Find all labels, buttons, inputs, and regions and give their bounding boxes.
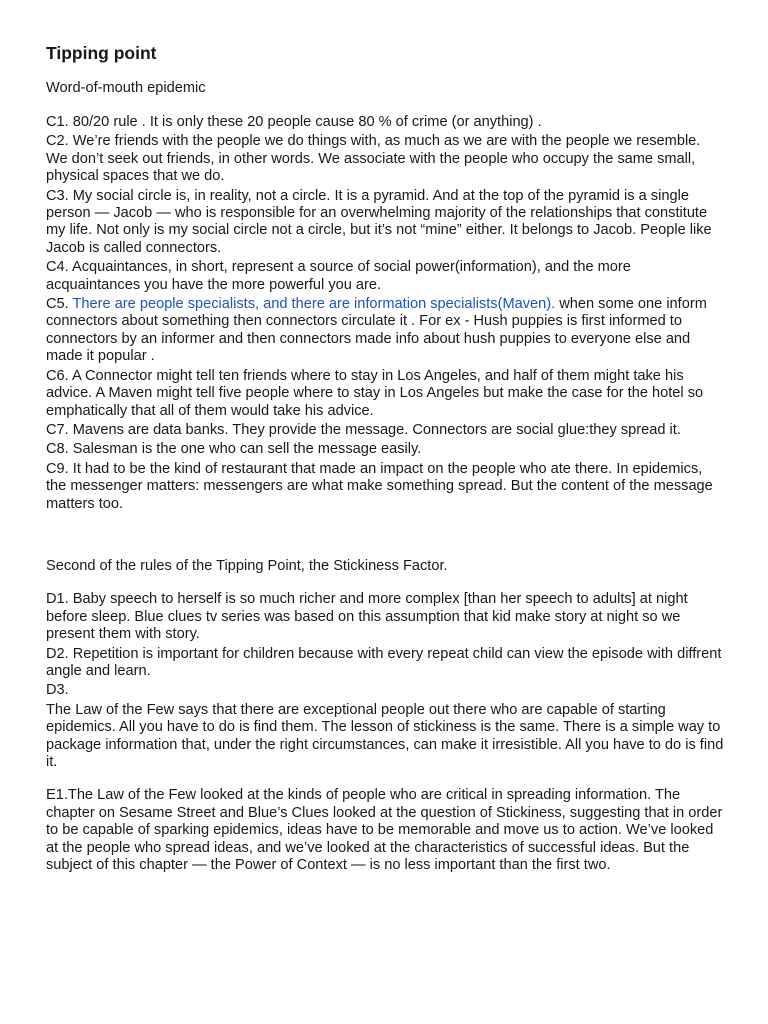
paragraph-c7: C7. Mavens are data banks. They provide the message. Connectors are social glue:they spread it.: [46, 421, 681, 438]
paragraph-c2: C2. We’re friends with the people we do things with, as much as we are with the people we resemble. We don’t seek out friends, in other words. We associate with the people who occupy the same small, physical spaces that we do.: [46, 133, 701, 185]
c5-highlighted-text: There are people specialists, and there are information specialists(Maven).: [72, 296, 556, 313]
section-e: [46, 787, 724, 874]
section-stickiness-heading: [46, 558, 724, 575]
paragraph-stickiness-rule: Second of the rules of the Tipping Point, the Stickiness Factor.: [46, 557, 448, 574]
paragraph-d1: D1. Baby speech to herself is so much richer and more complex [than her speech to adults] at night before sleep. Blue clues tv series was based on this assumption that kid make story at night so we present them with story.: [46, 591, 688, 643]
paragraph-c8: C8. Salesman is the one who can sell the message easily.: [46, 441, 422, 458]
paragraph-c3: C3. My social circle is, in reality, not a circle. It is a pyramid. And at the top of the pyramid is a single person — Jacob — who is responsible for an overwhelming majority of the relationships that constitute my life. Not only is my social circle not a circle, but it’s not “mine” either. It belongs to Jacob. People like Jacob is called connectors.: [46, 187, 712, 256]
paragraph-c4: C4. Acquaintances, in short, represent a source of social power(information), and the more acquaintances you have the more powerful you are.: [46, 259, 631, 293]
paragraph-e1: E1.The Law of the Few looked at the kinds of people who are critical in spreading information. The chapter on Sesame Street and Blue’s Clues looked at the question of Stickiness, suggesting that in order to be capable of sparking epidemics, ideas have to be memorable and move us to action. We’ve looked at the people who spread ideas, and we’ve looked at the characteristics of successful ideas. But the subject of this chapter — the Power of Context — is no less important than the first two.: [46, 787, 723, 874]
paragraph-law-of-few: The Law of the Few says that there are exceptional people out there who are capable of starting epidemics. All you have to do is find them. The lesson of stickiness is the same. There is a simple way to package information that, under the right circumstances, can make it irresistible. All you have to do is find it.: [46, 701, 724, 770]
paragraph-c1: C1. 80/20 rule . It is only these 20 people cause 80 % of crime (or anything) .: [46, 114, 542, 130]
paragraph-c6: C6. A Connector might tell ten friends where to stay in Los Angeles, and half of them might take his advice. A Maven might tell five people where to stay in Los Angeles but make the case for the hotel so emphatically that all of them would take his advice.: [46, 367, 704, 419]
paragraph-d3: D3.: [46, 682, 69, 699]
paragraph-c9: C9. It had to be the kind of restaurant that made an impact on the people who ate there. In epidemics, the messenger matters: messengers are what make something spread. But the content of the message matters too.: [46, 460, 713, 512]
paragraph-c5: [46, 296, 724, 366]
document-title: Tipping point: [46, 43, 157, 63]
paragraph-d2: D2. Repetition is important for children because with every repeat child can view the episode with diffrent angle and learn.: [46, 645, 722, 679]
c5-rest: when some one inform connectors about something then connectors circulate it . For ex - Hush puppies is first informed to connectors by an informer and then connectors made info about hush puppies to everyone else and made it popular .: [46, 296, 707, 365]
section-d: [46, 591, 724, 771]
c5-prefix: C5.: [46, 296, 73, 313]
section-c: [46, 114, 724, 513]
document-subtitle: Word-of-mouth epidemic: [46, 80, 206, 96]
